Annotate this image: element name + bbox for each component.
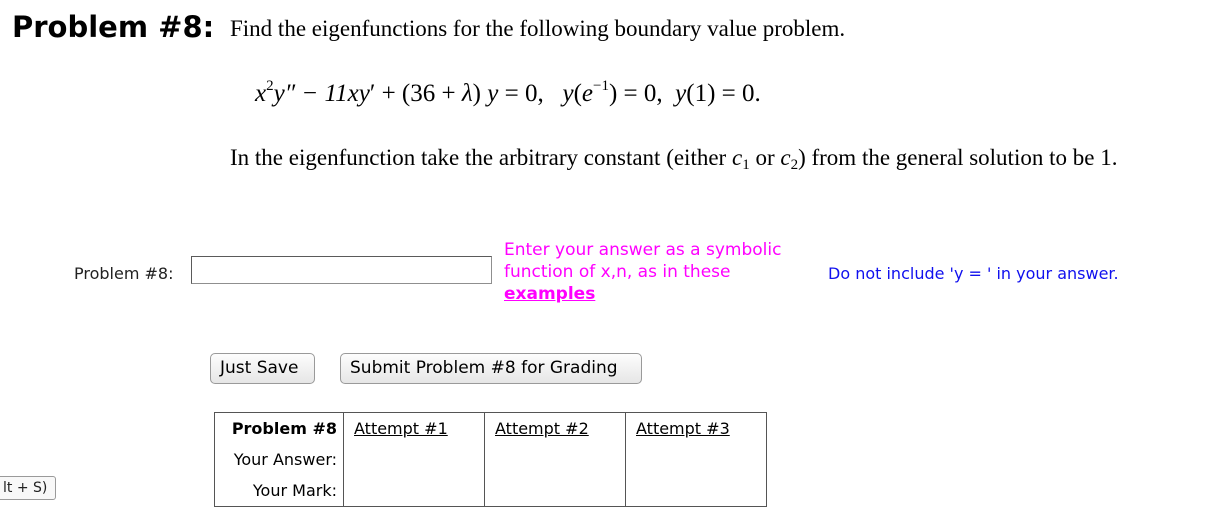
answer-input[interactable] <box>191 256 492 284</box>
bc1-rest: ) = 0, <box>608 80 663 107</box>
attempt-1-link[interactable]: Attempt #1 <box>354 419 448 438</box>
answer-note: Do not include 'y = ' in your answer. <box>828 264 1119 283</box>
attempts-header: Problem #8 <box>231 419 337 438</box>
attempt-2-link[interactable]: Attempt #2 <box>495 419 589 438</box>
eq-close: ) <box>472 80 488 107</box>
just-save-button[interactable]: Just Save <box>210 353 315 384</box>
c1-symbol: c <box>731 145 743 170</box>
attempt-2-cell <box>495 413 615 444</box>
attempt-3-cell <box>636 413 756 444</box>
your-mark-label: Your Mark: <box>252 481 337 500</box>
eq-lambda: λ <box>461 80 473 107</box>
attempts-table <box>214 412 767 507</box>
instruction-part1: In the eigenfunction take the arbitrary constant (either <box>230 145 732 170</box>
instruction-part2: ) from the general solution to be 1. <box>798 145 1118 170</box>
c2-subscript: 2 <box>790 157 799 173</box>
problem-intro: Find the eigenfunctions for the following boundary value problem. <box>230 16 846 41</box>
your-answer-label: Your Answer: <box>233 450 337 469</box>
attempt-3-column <box>626 413 767 507</box>
submit-button[interactable]: Submit Problem #8 for Grading <box>340 353 642 384</box>
c1-subscript: 1 <box>742 157 750 173</box>
bc2-y: y <box>675 80 687 107</box>
problem-heading: Problem #8: <box>12 10 215 44</box>
bc2-rest: (1) = 0. <box>686 80 761 107</box>
eq-yvar: y <box>487 80 499 107</box>
eq-y: y″ − 11 <box>273 80 348 107</box>
keyboard-shortcut-button[interactable]: lt + S) <box>0 476 56 500</box>
attempt-3-link[interactable]: Attempt #3 <box>636 419 730 438</box>
attempt-2-column <box>485 413 626 507</box>
bc1-exponent: −1 <box>593 78 609 94</box>
eq-x: x <box>255 80 267 107</box>
instruction-or: or <box>749 145 781 170</box>
row-labels-cell <box>215 413 344 507</box>
attempt-1-column <box>344 413 485 507</box>
bc1-y: y <box>562 80 574 107</box>
attempt-1-cell <box>354 413 474 444</box>
instruction-text <box>230 142 1215 174</box>
eq-xy: xy <box>347 80 370 107</box>
c2-symbol: c <box>780 145 791 170</box>
answer-hint <box>504 239 809 305</box>
equation <box>255 80 761 108</box>
examples-link[interactable]: examples <box>504 284 596 304</box>
bc1-open: ( <box>573 80 582 107</box>
eq-x-exponent: 2 <box>266 78 274 94</box>
eq-zero: = 0, <box>498 80 544 107</box>
eq-prime: ′ + (36 + <box>369 80 462 107</box>
bc1-e: e <box>581 80 594 107</box>
hint-text: Enter your answer as a symbolic function of x,n, as in these <box>504 240 782 282</box>
answer-label: Problem #8: <box>74 264 174 283</box>
